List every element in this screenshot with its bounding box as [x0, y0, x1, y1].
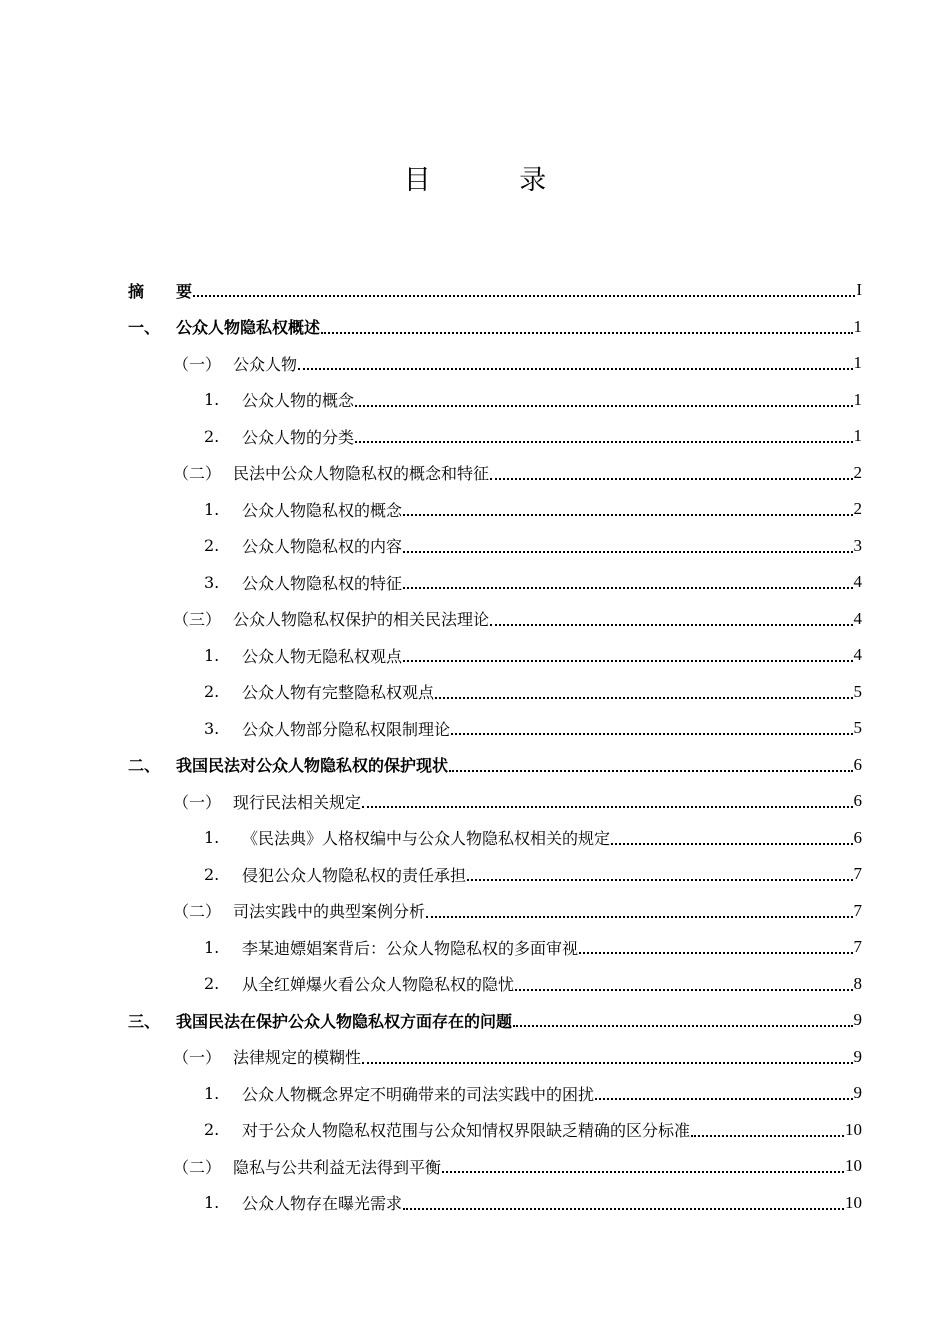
toc-entry-title: 公众人物隐私权保护的相关民法理论	[233, 610, 490, 630]
toc-entry-number: 摘 要	[128, 281, 193, 301]
toc-entry-title: 法律规定的模糊性	[233, 1048, 362, 1068]
toc-entry[interactable]	[128, 309, 862, 346]
toc-entry-number: 2.	[204, 682, 220, 702]
toc-entry[interactable]	[128, 674, 862, 711]
toc-entry[interactable]	[128, 1039, 862, 1076]
toc-entry-title: 公众人物	[233, 354, 298, 374]
dot-leader	[435, 697, 852, 699]
toc-entry-title: 公众人物概念界定不明确带来的司法实践中的困扰	[242, 1084, 595, 1104]
toc-entry-number: 2.	[204, 864, 220, 884]
dot-leader	[426, 916, 852, 918]
toc-entry-title: 李某迪嫖娼案背后：公众人物隐私权的多面审视	[242, 938, 579, 958]
dot-leader	[490, 624, 852, 626]
toc-entry-title: 公众人物隐私权概述	[176, 318, 321, 338]
toc-entry[interactable]	[128, 528, 862, 565]
toc-entry-number: （一）	[173, 1048, 222, 1068]
toc-entry-title: 公众人物无隐私权观点	[242, 646, 403, 666]
toc-entry-page-number: 6	[853, 791, 862, 811]
dot-leader	[579, 952, 852, 954]
dot-leader	[442, 1171, 844, 1173]
toc-entry[interactable]	[128, 345, 862, 382]
toc-entry[interactable]	[128, 747, 862, 784]
toc-entry-page-number: 1	[853, 426, 862, 446]
toc-entry-title: 公众人物存在曝光需求	[242, 1194, 403, 1214]
toc-entry-page-number: 4	[853, 572, 862, 592]
dot-leader	[691, 1135, 844, 1137]
toc-entry-number: 2.	[204, 1120, 220, 1140]
toc-entry[interactable]	[128, 382, 862, 419]
page-title: 目 录	[403, 165, 587, 196]
toc-entry-number: （二）	[173, 464, 222, 484]
toc-entry-number: （二）	[173, 1157, 222, 1177]
toc-entry[interactable]	[128, 564, 862, 601]
toc-entry-page-number: 10	[845, 1156, 862, 1176]
toc-entry-title: 侵犯公众人物隐私权的责任承担	[242, 865, 467, 885]
toc-entry[interactable]	[128, 856, 862, 893]
toc-entry[interactable]	[128, 966, 862, 1003]
toc-entry-number: 2.	[204, 426, 220, 446]
toc-entry-number: 1.	[204, 828, 220, 848]
toc-entry-page-number: 5	[853, 681, 862, 701]
toc-entry-number: 3.	[204, 572, 220, 592]
dot-leader	[467, 879, 852, 881]
toc-entry-page-number: 1	[853, 316, 862, 336]
dot-leader	[298, 368, 852, 370]
dot-leader	[449, 770, 852, 772]
toc-entry-page-number: 7	[853, 937, 862, 957]
toc-entry-number: 二、	[128, 756, 161, 776]
toc-entry-number: 3.	[204, 718, 220, 738]
toc-entry-page-number: 9	[853, 1046, 862, 1066]
toc-entry-title: 公众人物隐私权的内容	[242, 537, 403, 557]
dot-leader	[362, 806, 852, 808]
toc-entry-number: （一）	[173, 792, 222, 812]
toc-entry-page-number: 10	[845, 1119, 862, 1139]
toc-entry-title: 公众人物的分类	[242, 427, 355, 447]
toc-entry-page-number: 1	[853, 353, 862, 373]
toc-entry-title: 我国民法在保护公众人物隐私权方面存在的问题	[176, 1011, 513, 1031]
toc-entry-number: 1.	[204, 645, 220, 665]
dot-leader	[193, 295, 855, 297]
toc-entry-page-number: 5	[853, 718, 862, 738]
dot-leader	[611, 843, 852, 845]
toc-entry-page-number: 2	[853, 462, 862, 482]
dot-leader	[513, 1025, 852, 1027]
toc-entry-number: 1.	[204, 1083, 220, 1103]
toc-entry-title: 从全红婵爆火看公众人物隐私权的隐忧	[242, 975, 515, 995]
toc-entry[interactable]	[128, 272, 862, 309]
toc-entry[interactable]	[128, 1148, 862, 1185]
toc-entry-title: 公众人物部分隐私权限制理论	[242, 719, 451, 739]
dot-leader	[403, 551, 852, 553]
toc-entry[interactable]	[128, 601, 862, 638]
dot-leader	[403, 660, 852, 662]
toc-entry[interactable]	[128, 1075, 862, 1112]
toc-entry-number: 1.	[204, 499, 220, 519]
toc-entry[interactable]	[128, 491, 862, 528]
toc-entry-page-number: 10	[845, 1192, 862, 1212]
dot-leader	[321, 332, 852, 334]
toc-entry-number: （一）	[173, 354, 222, 374]
dot-leader	[362, 1062, 852, 1064]
toc-entry-number: （二）	[173, 902, 222, 922]
toc-entry-number: （三）	[173, 610, 222, 630]
toc-entry-title: 公众人物隐私权的概念	[242, 500, 403, 520]
toc-entry-number: 2.	[204, 536, 220, 556]
toc-entry-number: 1.	[204, 1193, 220, 1213]
toc-entry-page-number: 3	[853, 535, 862, 555]
toc-entry[interactable]	[128, 710, 862, 747]
toc-entry-title: 对于公众人物隐私权范围与公众知情权界限缺乏精确的区分标准	[242, 1121, 691, 1141]
toc-entry[interactable]	[128, 783, 862, 820]
toc-entry[interactable]	[128, 1112, 862, 1149]
toc-entry-page-number: 4	[853, 645, 862, 665]
toc-entry[interactable]	[128, 455, 862, 492]
dot-leader	[515, 989, 852, 991]
toc-entry-page-number: 7	[853, 864, 862, 884]
toc-entry[interactable]	[128, 893, 862, 930]
toc-entry[interactable]	[128, 929, 862, 966]
dot-leader	[403, 587, 852, 589]
toc-entry[interactable]	[128, 637, 862, 674]
dot-leader	[490, 478, 852, 480]
dot-leader	[595, 1098, 852, 1100]
toc-entry-page-number: 4	[853, 608, 862, 628]
table-of-contents	[128, 272, 862, 1221]
dot-leader	[403, 514, 852, 516]
toc-entry-page-number: 6	[853, 827, 862, 847]
toc-entry-page-number: 1	[853, 389, 862, 409]
toc-entry-number: 一、	[128, 318, 161, 338]
toc-entry-page-number: I	[856, 280, 862, 300]
dot-leader	[355, 441, 852, 443]
toc-entry[interactable]	[128, 1185, 862, 1222]
toc-entry-title: 公众人物的概念	[242, 391, 355, 411]
toc-entry-page-number: 2	[853, 499, 862, 519]
toc-entry-number: 三、	[128, 1011, 161, 1031]
toc-entry-title: 我国民法对公众人物隐私权的保护现状	[176, 756, 449, 776]
dot-leader	[403, 1208, 844, 1210]
toc-entry-title: 隐私与公共利益无法得到平衡	[233, 1157, 442, 1177]
toc-entry-page-number: 9	[853, 1010, 862, 1030]
toc-entry-title: 司法实践中的典型案例分析	[233, 902, 426, 922]
toc-entry-number: 2.	[204, 974, 220, 994]
toc-entry-number: 1.	[204, 937, 220, 957]
toc-entry[interactable]	[128, 418, 862, 455]
dot-leader	[451, 733, 852, 735]
toc-entry-title: 《民法典》人格权编中与公众人物隐私权相关的规定	[242, 829, 611, 849]
toc-entry-title: 公众人物隐私权的特征	[242, 573, 403, 593]
toc-entry-page-number: 9	[853, 1083, 862, 1103]
toc-entry-title: 公众人物有完整隐私权观点	[242, 683, 435, 703]
dot-leader	[355, 405, 852, 407]
toc-entry-page-number: 7	[853, 900, 862, 920]
toc-entry[interactable]	[128, 1002, 862, 1039]
toc-entry-number: 1.	[204, 390, 220, 410]
toc-entry-title: 现行民法相关规定	[233, 792, 362, 812]
toc-entry-page-number: 6	[853, 754, 862, 774]
toc-entry-page-number: 8	[853, 973, 862, 993]
toc-entry-title: 民法中公众人物隐私权的概念和特征	[233, 464, 490, 484]
toc-entry[interactable]	[128, 820, 862, 857]
